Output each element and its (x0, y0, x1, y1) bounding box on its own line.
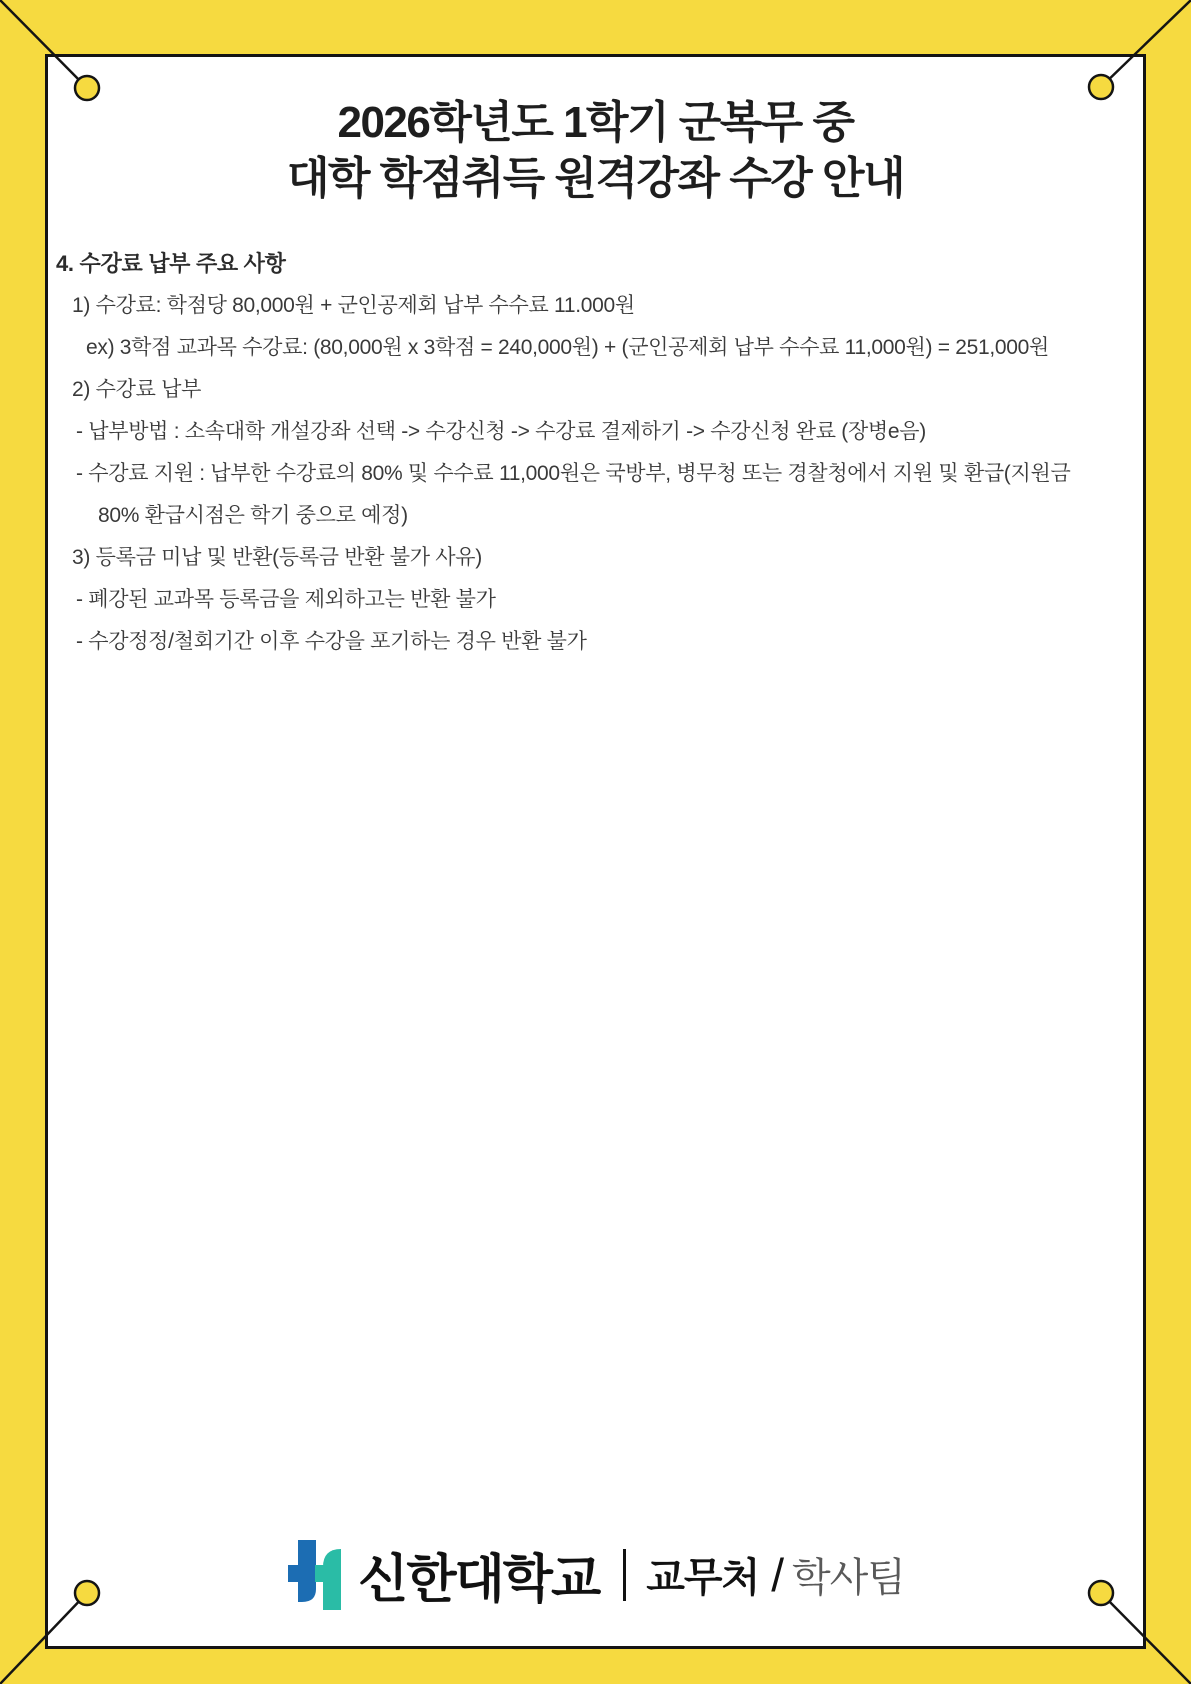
department-name: 교무처 (646, 1556, 760, 1600)
page-title-line2: 대학 학점취득 원격강좌 수강 안내 (287, 154, 904, 203)
list-item: 2) 수강료 납부 (72, 378, 202, 401)
footer-divider (623, 1549, 626, 1601)
notice-body (56, 253, 1113, 653)
list-item: - 폐강된 교과목 등록금을 제외하고는 반환 불가 (76, 588, 496, 611)
list-item: 1) 수강료: 학점당 80,000원 + 군인공제회 납부 수수료 11.000원 (72, 294, 635, 317)
section-heading: 4. 수강료 납부 주요 사항 (56, 251, 286, 276)
notice-panel (45, 54, 1146, 1649)
list-item: 3) 등록금 미납 및 반환(등록금 반환 불가 사유) (72, 546, 482, 569)
list-item: - 수강료 지원 : 납부한 수강료의 80% 및 수수료 11,000원은 국방부, 병무청 또는 경찰청에서 지원 및 환급(지원금 (76, 462, 1071, 485)
university-logo-icon (286, 1538, 342, 1612)
list-item: ex) 3학점 교과목 수강료: (80,000원 x 3학점 = 240,000원) + (군인공제회 납부 수수료 11,000원) = 251,000원 (86, 336, 1050, 359)
page-title-line1: 2026학년도 1학기 군복무 중 (337, 98, 854, 147)
university-name: 신한대학교 (358, 1551, 600, 1609)
list-item: 80% 환급시점은 학기 중으로 예정) (98, 504, 408, 527)
list-item: - 수강정정/철회기간 이후 수강을 포기하는 경우 반환 불가 (76, 630, 587, 653)
list-item: - 납부방법 : 소속대학 개설강좌 선택 -> 수강신청 -> 수강료 결제하기 -> 수강신청 완료 (장병e음) (76, 420, 926, 443)
team-name: 학사팀 (791, 1556, 905, 1600)
footer-slash: / (771, 1548, 784, 1601)
footer-logo-bar (48, 1537, 1143, 1612)
page-title (48, 95, 1143, 207)
